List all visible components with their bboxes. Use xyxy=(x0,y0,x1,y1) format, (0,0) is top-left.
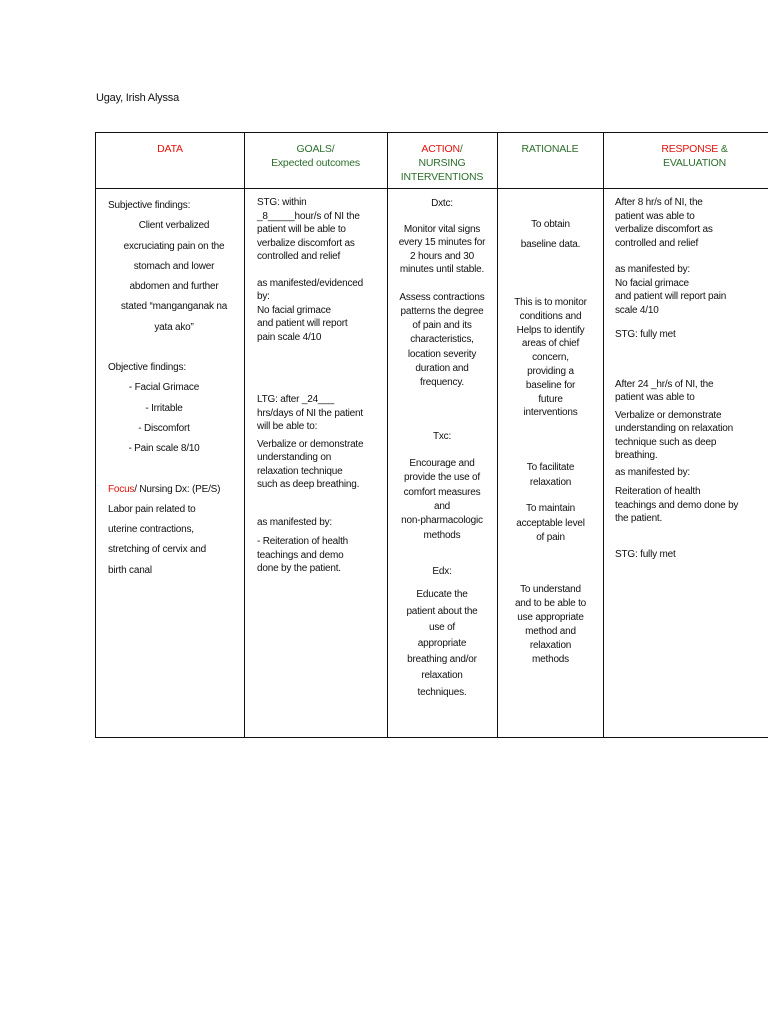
evaluation-ltg: After 24 _hr/s of NI, the patient was able to xyxy=(615,378,714,403)
goals-column xyxy=(257,196,383,576)
objective-label: Objective findings: xyxy=(108,362,186,374)
ltg-evidence: - Reiteration of health teachings and demo done by the patient. xyxy=(257,536,349,574)
column-divider xyxy=(387,133,388,737)
data-column xyxy=(108,196,240,581)
header-goals: GOALS/ Expected outcomes xyxy=(271,143,360,169)
ltg-goal: LTG: after _24___ hrs/days of NI the patient will be able to: xyxy=(257,394,363,432)
ltg-outcome: Verbalize or demonstrate understanding on relaxation technique such as deep breathing. xyxy=(257,438,364,490)
header-response: RESPONSE & EVALUATION xyxy=(661,143,728,169)
response-column xyxy=(615,196,768,561)
evaluation-stg-evidence: No facial grimace and patient will report pain scale 4/10 xyxy=(615,277,727,316)
rationale-1: To obtain baseline data. xyxy=(520,219,581,250)
ltg-evidence-label: as manifested by: xyxy=(257,516,332,528)
evaluation-stg-label: as manifested by: xyxy=(615,264,690,275)
author-name: Ugay, Irish Alyssa xyxy=(96,92,180,104)
header-data: DATA xyxy=(157,143,183,155)
objective-list: - Facial Grimace - Irritable - Discomfort - Pain scale 8/10 xyxy=(128,382,200,455)
edx-intervention: Educate the patient about the use of appropriate breathing and/or relaxation techniques. xyxy=(406,589,478,698)
action-column xyxy=(389,197,495,701)
evaluation-ltg-status: STG: fully met xyxy=(615,548,676,560)
subjective-text: Client verbalized excruciating pain on the stomach and lower abdomen and further stated “manganganak na yata ako” xyxy=(120,220,228,333)
nursing-care-plan-table xyxy=(95,132,768,738)
txc-label: Txc: xyxy=(432,430,452,442)
header-action: ACTION/ NURSING INTERVENTIONS xyxy=(400,143,484,183)
column-divider xyxy=(244,133,245,737)
dxtc-label: Dxtc: xyxy=(431,198,453,209)
rationale-column xyxy=(499,215,602,667)
evaluation-ltg-outcome: Verbalize or demonstrate understanding on relaxation technique such as deep breathing. xyxy=(615,409,734,461)
column-divider xyxy=(497,133,498,737)
header-divider xyxy=(96,188,768,189)
header-rationale: RATIONALE xyxy=(521,143,579,155)
nursing-diagnosis-text: Labor pain related to uterine contractions, stretching of cervix and birth canal xyxy=(108,503,207,576)
evaluation-stg-status: STG: fully met xyxy=(615,329,676,340)
dxtc-intervention-2: Assess contractions patterns the degree of pain and its characteristics, location severity duration and frequency. xyxy=(399,291,485,389)
nursing-diagnosis-label: Focus/ Nursing Dx: (PE/S) xyxy=(108,483,221,495)
rationale-5: To understand and to be able to use appropriate method and relaxation methods xyxy=(514,583,587,665)
subjective-label: Subjective findings: xyxy=(108,200,191,211)
stg-goal: STG: within _8_____hour/s of NI the patient will be able to verbalize discomfort as controlled and relief xyxy=(257,197,360,262)
column-divider xyxy=(603,133,604,737)
evaluation-stg: After 8 hr/s of NI, the patient was able to verbalize discomfort as controlled and relief xyxy=(615,197,713,249)
rationale-4: To maintain acceptable level of pain xyxy=(516,503,585,544)
dxtc-intervention-1: Monitor vital signs every 15 minutes for 2 hours and 30 minutes until stable. xyxy=(398,223,486,275)
rationale-2: This is to monitor conditions and Helps to identify areas of chief concern, providing a baseline for future interventions xyxy=(514,297,587,419)
evaluation-ltg-label: as manifested by: xyxy=(615,466,690,478)
edx-label: Edx: xyxy=(432,565,452,577)
rationale-3: To facilitate relaxation xyxy=(526,462,575,488)
evaluation-ltg-evidence: Reiteration of health teachings and demo done by the patient. xyxy=(615,486,739,524)
stg-evidence: as manifested/evidenced by: No facial grimace and patient will report pain scale 4/10 xyxy=(257,277,364,343)
txc-intervention: Encourage and provide the use of comfort measures and non-pharmacologic methods xyxy=(401,458,483,541)
